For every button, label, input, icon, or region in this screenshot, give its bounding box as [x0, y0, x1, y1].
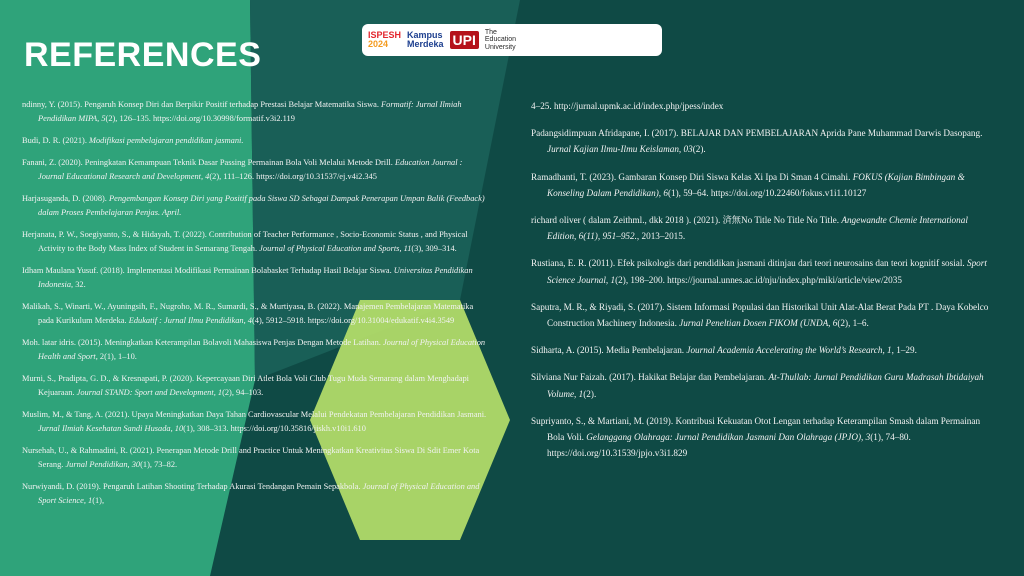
ispesh-logo: ISPESH 2024: [368, 30, 402, 49]
reference-tail: (2).: [583, 388, 597, 399]
reference-plain: Fanani, Z. (2020). Peningkatan Kemampuan Teknik Dasar Passing Permainan Bola Voli Melalui Metode Drill.: [22, 158, 395, 167]
reference-tail: (1), 308–313. https://doi.org/10.35816/jiskh.v10i1.610: [183, 424, 366, 433]
reference-item: [22, 408, 490, 436]
reference-item: [531, 369, 997, 401]
reference-tail: (1),: [92, 496, 105, 505]
reference-plain: Silviana Nur Faizah. (2017). Hakikat Belajar dan Pembelajaran.: [531, 372, 769, 383]
reference-item: [22, 444, 490, 472]
reference-tail: (2), 1–6.: [837, 318, 869, 329]
reference-italic: Journal Academia Accelerating the World’s Research, 1: [686, 345, 892, 356]
reference-tail: (2), 198–200. https://journal.unnes.ac.id/nju/index.php/miki/article/view/2035: [615, 274, 902, 285]
reference-item: [531, 413, 997, 462]
reference-item: [22, 336, 490, 364]
reference-plain: Rustiana, E. R. (2011). Efek psikologis dari pendidikan jasmani ditinjau dari teori neurosains dan teori kognitif sosial.: [531, 258, 967, 269]
reference-plain: Sidharta, A. (2015). Media Pembelajaran.: [531, 345, 687, 356]
reference-item: [22, 300, 490, 328]
reference-tail: (3), 309–314.: [411, 244, 457, 253]
reference-item: [531, 169, 997, 201]
reference-plain: Muslim, M., & Tang, A. (2021). Upaya Meningkatkan Daya Tahan Cardiovascular Melalui Pendekatan Pembelajaran Pendidikan Jasmani.: [22, 410, 487, 419]
reference-item: [22, 156, 490, 184]
reference-plain: Ramadhanti, T. (2023). Gambaran Konsep Diri Siswa Kelas Xi Ipa Di Sman 4 Cimahi.: [531, 171, 853, 182]
reference-italic: Journal of Physical Education Health and Sport: [38, 338, 486, 361]
reference-item: [531, 299, 997, 331]
reference-italic: Jurnal Kajian Ilmu-Ilmu Keislaman, 03: [547, 144, 693, 155]
reference-italic: Gelanggang Olahraga: Jurnal Pendidikan Jasmani Dan Olahraga (JPJO), 3: [586, 432, 871, 443]
reference-item: [22, 98, 490, 126]
reference-item: [531, 342, 997, 358]
reference-tail: , 32.: [71, 280, 86, 289]
references-left-column: [22, 98, 490, 516]
reference-plain: richard oliver ( dalam Zeithml., dkk 2018 ). (2021). 済無No Title No Title No Title.: [531, 215, 842, 226]
reference-italic: Journal of Physical Education and Sport Science, 1: [38, 482, 480, 505]
reference-plain: Malikah, S., Winarti, W., Ayuningsih, F., Nugroho, M. R., Sumardi, S., & Murtiyasa, B. (2022). Manajemen Pembelajaran Matematika pada Kurikulum Merdeka.: [22, 302, 474, 325]
reference-tail: (1), 59–64. https://doi.org/10.22460/fokus.v1i1.10127: [667, 187, 867, 198]
reference-italic: At-Thullab: Jurnal Pendidikan Guru Madrasah Ibtidaiyah Volume, 1: [547, 372, 984, 399]
reference-item: [22, 192, 490, 220]
reference-tail: (1), 73–82.: [140, 460, 178, 469]
reference-plain: Nursehah, U., & Rahmadini, R. (2021). Penerapan Metode Drill and Practice Untuk Meningkatkan Kreativitas Siswa Di Sdit Emer Kota Serang.: [22, 446, 480, 469]
reference-item: [22, 372, 490, 400]
reference-plain: 4–25. http://jurnal.upmk.ac.id/index.php/jpess/index: [531, 101, 724, 111]
upi-logo: UPI: [450, 31, 479, 49]
reference-italic: Angewandte Chemie International Edition, 6(11), 951–952.: [547, 215, 968, 242]
reference-tail: , 1–29.: [891, 345, 917, 356]
reference-italic: Jurnal Pendidikan, 30: [65, 460, 141, 469]
reference-plain: Murni, S., Pradipta, G. D., & Kresnapati, P. (2020). Kepercayaan Diri Atlet Bola Voli Club Tugu Muda Semarang dalam Menghadapi Kejuaraan.: [22, 374, 469, 397]
reference-tail: , 2(1), 1–10.: [95, 352, 137, 361]
reference-italic: Pengembangan Konsep Diri yang Positif pada Siswa SD Sebagai Dampak Penerapan Umpan Balik (Feedback) dalam Proses Pembelajaran Penjas. April.: [38, 194, 485, 217]
reference-plain: Padangsidimpuan Afridapane, I. (2017). BELAJAR DAN PEMBELAJARAN Aprida Pane Muhammad Darwis Dasopang.: [531, 128, 983, 139]
kampus-merdeka-logo: Kampus Merdeka: [407, 30, 444, 49]
reference-italic: Jurnal Ilmiah Kesehatan Sandi Husada, 10: [38, 424, 184, 433]
reference-italic: Formatif: Jurnal Ilmiah Pendidikan MIPA, 5: [38, 100, 462, 123]
university-name: The Education University: [484, 28, 517, 51]
reference-italic: Universitas Pendidikan Indonesia: [38, 266, 473, 289]
reference-plain: Supriyanto, S., & Martiani, M. (2019). Kontribusi Kekuatan Otot Lengan terhadap Keterampilan Smash dalam Permainan Bola Voli.: [531, 415, 981, 443]
reference-tail: (2), 126–135. https://doi.org/10.30998/formatif.v3i2.119: [105, 114, 295, 123]
reference-italic: Edukatif : Jurnal Ilmu Pendidikan, 4: [128, 316, 252, 325]
reference-italic: Modifikasi pembelajaran pendidikan jasmani.: [89, 136, 244, 145]
reference-tail: , 2013–2015.: [636, 231, 686, 242]
reference-plain: Herjanata, P. W., Soegiyanto, S., & Hidayah, T. (2022). Contribution of Teacher Performance , Socio-Economic Status , and Physical Activity to the Body Mass Index of Student in Semarang Tengah.: [22, 230, 468, 253]
reference-item: [531, 212, 997, 244]
reference-italic: FOKUS (Kajian Bimbingan & Konseling Dalam Pendidikan), 6: [547, 171, 965, 198]
reference-tail: (2).: [692, 144, 706, 155]
reference-plain: Harjasuganda, D. (2008).: [22, 194, 109, 203]
reference-plain: Nurwiyandi, D. (2019). Pengaruh Latihan Shooting Terhadap Akurasi Tendangan Pemain Sepakbola.: [22, 482, 363, 491]
reference-tail: (2), 94–103.: [222, 388, 264, 397]
reference-plain: ndinny, Y. (2015). Pengaruh Konsep Diri dan Berpikir Positif terhadap Prestasi Belajar Matematika Siswa.: [22, 100, 382, 109]
reference-italic: Education Journal : Journal Educational Research and Development, 4: [38, 158, 463, 181]
reference-plain: Idham Maulana Yusuf. (2018). Implementasi Modifikasi Permainan Bolabasket Terhadap Hasil Belajar Siswa.: [22, 266, 394, 275]
reference-item: [22, 264, 490, 292]
reference-plain: Budi, D. R. (2021).: [22, 136, 89, 145]
reference-tail: (4), 5912–5918. https://doi.org/10.31004/edukatif.v4i4.3549: [251, 316, 455, 325]
reference-italic: Journal of Physical Education and Sports, 11: [259, 244, 412, 253]
reference-item: [531, 98, 997, 114]
reference-tail: (2), 111–126. https://doi.org/10.31537/ej.v4i2.345: [209, 172, 377, 181]
partner-logos: [362, 24, 662, 56]
reference-item: [531, 125, 997, 157]
reference-italic: Sport Science Journal, 1: [547, 258, 987, 285]
reference-tail: (1), 74–80. https://doi.org/10.31539/jpjo.v3i1.829: [547, 432, 911, 459]
page-title: REFERENCES: [24, 36, 262, 74]
references-right-column: [531, 98, 997, 472]
reference-italic: Journal STAND: Sport and Development, 1: [76, 388, 223, 397]
reference-item: [22, 134, 490, 148]
reference-plain: Saputra, M. R., & Riyadi, S. (2017). Sistem Informasi Populasi dan Historikal Unit Alat-Alat Berat Pada PT . Daya Kobelco Construction Machinery Indonesia.: [531, 301, 989, 329]
reference-item: [531, 255, 997, 287]
reference-italic: Jurnal Peneltian Dosen FIKOM (UNDA, 6: [679, 318, 838, 329]
reference-item: [22, 480, 490, 508]
reference-item: [22, 228, 490, 256]
reference-plain: Moh. latar idris. (2015). Meningkatkan Keterampilan Bolavoli Mahasiswa Penjas Dengan Metode Latihan.: [22, 338, 383, 347]
